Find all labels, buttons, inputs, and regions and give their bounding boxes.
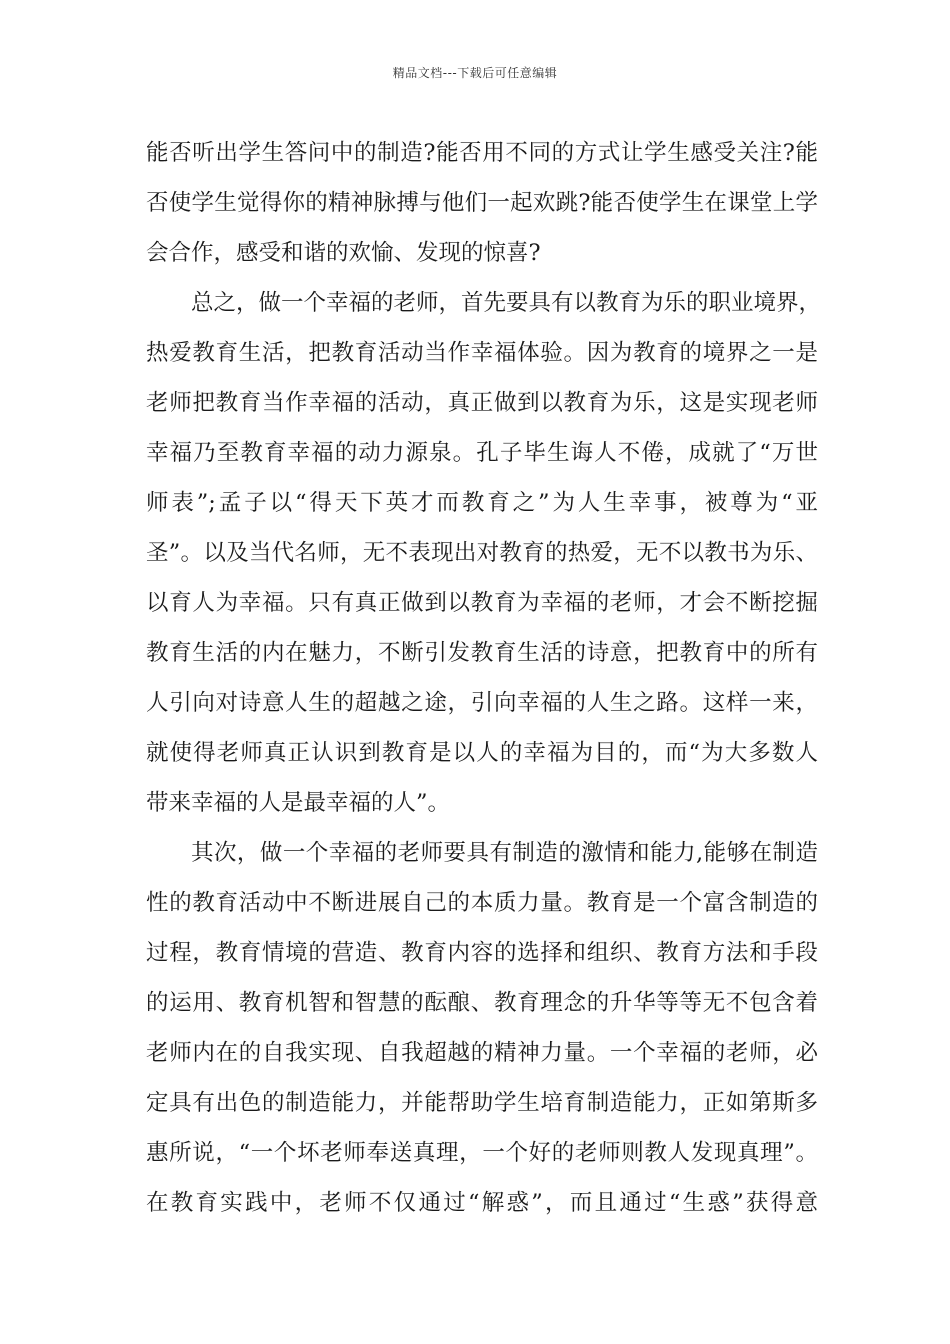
- text-line: 热爱教育生活，把教育活动当作幸福体验。因为教育的境界之一是: [146, 340, 818, 366]
- text-line: 圣”。以及当代名师，无不表现出对教育的热爱，无不以教书为乐、: [146, 540, 818, 566]
- text-line: 性的教育活动中不断进展自己的本质力量。教育是一个富含制造的: [146, 890, 818, 916]
- text-line: 能否听出学生答问中的制造?能否用不同的方式让学生感受关注?能: [146, 140, 818, 166]
- page-header: 精品文档---下载后可任意编辑: [392, 66, 558, 80]
- text-line: 过程，教育情境的营造、教育内容的选择和组织、教育方法和手段: [146, 940, 818, 966]
- text-line: 人引向对诗意人生的超越之途，引向幸福的人生之路。这样一来，: [146, 690, 818, 716]
- text-line: 带来幸福的人是最幸福的人”。: [146, 790, 451, 816]
- text-line: 以育人为幸福。只有真正做到以教育为幸福的老师，才会不断挖掘: [146, 590, 818, 616]
- text-line: 会合作，感受和谐的欢愉、发现的惊喜?: [146, 240, 541, 266]
- text-line: 师表”;孟子以“得天下英才而教育之”为人生幸事，被尊为“亚: [146, 490, 818, 516]
- text-line: 在教育实践中，老师不仅通过“解惑”，而且通过“生惑”获得意: [146, 1190, 818, 1216]
- text-line: 老师内在的自我实现、自我超越的精神力量。一个幸福的老师，必: [146, 1040, 818, 1066]
- text-line: 定具有出色的制造能力，并能帮助学生培育制造能力，正如第斯多: [146, 1090, 818, 1116]
- text-line: 就使得老师真正认识到教育是以人的幸福为目的，而“为大多数人: [146, 740, 818, 766]
- text-line: 其次，做一个幸福的老师要具有制造的激情和能力,能够在制造: [191, 840, 818, 866]
- body-text: [146, 134, 822, 1234]
- text-line: 教育生活的内在魅力，不断引发教育生活的诗意，把教育中的所有: [146, 640, 818, 666]
- text-line: 的运用、教育机智和智慧的酝酿、教育理念的升华等等无不包含着: [146, 990, 818, 1016]
- text-line: 老师把教育当作幸福的活动，真正做到以教育为乐，这是实现老师: [146, 390, 818, 416]
- text-line: 总之，做一个幸福的老师，首先要具有以教育为乐的职业境界，: [191, 290, 822, 316]
- text-line: 惠所说，“一个坏老师奉送真理，一个好的老师则教人发现真理”。: [146, 1140, 818, 1166]
- text-line: 否使学生觉得你的精神脉搏与他们一起欢跳?能否使学生在课堂上学: [146, 190, 818, 216]
- text-line: 幸福乃至教育幸福的动力源泉。孔子毕生诲人不倦，成就了“万世: [146, 440, 818, 466]
